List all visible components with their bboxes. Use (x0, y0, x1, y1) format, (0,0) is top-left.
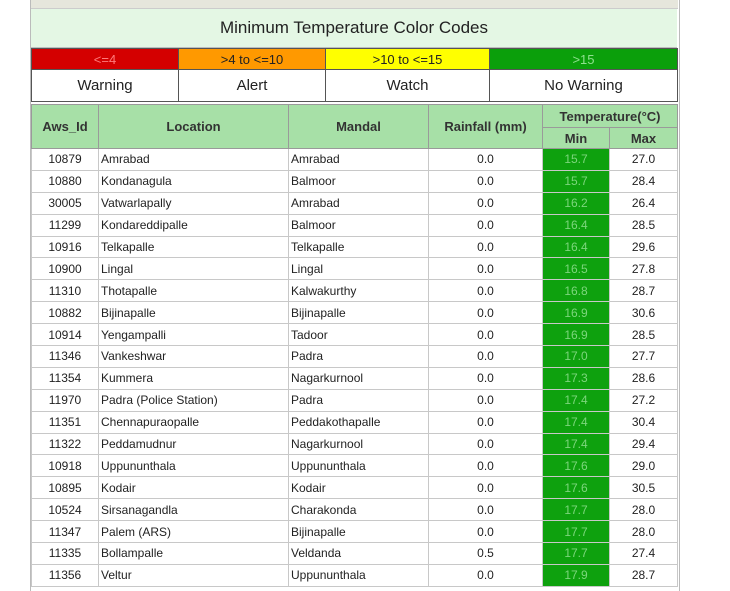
cell-max-temp: 28.5 (610, 214, 678, 236)
cell-min-temp: 15.7 (543, 170, 610, 192)
cell-rainfall: 0.0 (429, 346, 543, 368)
table-row (32, 389, 678, 411)
cell-min-temp: 17.6 (543, 455, 610, 477)
cell-mandal: Padra (289, 389, 429, 411)
cell-rainfall: 0.0 (429, 433, 543, 455)
cell-mandal: Bijinapalle (289, 521, 429, 543)
cell-aws-id: 10895 (32, 477, 99, 499)
table-row (32, 236, 678, 258)
cell-min-temp: 15.7 (543, 149, 610, 171)
cell-max-temp: 28.0 (610, 499, 678, 521)
cell-rainfall: 0.0 (429, 192, 543, 214)
table-row (32, 280, 678, 302)
legend-label-warning: Warning (32, 70, 179, 102)
table-row (32, 149, 678, 171)
header-temperature: Temperature(°C) (543, 105, 678, 128)
cell-rainfall: 0.0 (429, 258, 543, 280)
table-row (32, 543, 678, 565)
header-mandal: Mandal (289, 105, 429, 149)
cell-max-temp: 28.7 (610, 280, 678, 302)
cell-max-temp: 28.5 (610, 324, 678, 346)
cell-max-temp: 26.4 (610, 192, 678, 214)
cell-mandal: Balmoor (289, 214, 429, 236)
cell-aws-id: 11346 (32, 346, 99, 368)
cell-location: Kummera (99, 367, 289, 389)
cell-mandal: Uppununthala (289, 455, 429, 477)
cell-location: Chennapuraopalle (99, 411, 289, 433)
cell-rainfall: 0.5 (429, 543, 543, 565)
cell-max-temp: 28.0 (610, 521, 678, 543)
cell-location: Lingal (99, 258, 289, 280)
cell-max-temp: 29.6 (610, 236, 678, 258)
cell-location: Kondareddipalle (99, 214, 289, 236)
cell-location: Sirsanagandla (99, 499, 289, 521)
header-min: Min (543, 128, 610, 149)
cell-mandal: Tadoor (289, 324, 429, 346)
cell-max-temp: 28.7 (610, 564, 678, 586)
cell-min-temp: 17.4 (543, 411, 610, 433)
cell-max-temp: 29.0 (610, 455, 678, 477)
cell-max-temp: 28.6 (610, 367, 678, 389)
cell-mandal: Balmoor (289, 170, 429, 192)
cell-min-temp: 17.3 (543, 367, 610, 389)
color-code-legend (31, 48, 678, 102)
cell-min-temp: 16.2 (543, 192, 610, 214)
cell-min-temp: 16.8 (543, 280, 610, 302)
legend-code-no-warning: >15 (490, 49, 678, 70)
table-row (32, 455, 678, 477)
cell-mandal: Padra (289, 346, 429, 368)
cell-aws-id: 11351 (32, 411, 99, 433)
cell-aws-id: 30005 (32, 192, 99, 214)
cell-mandal: Veldanda (289, 543, 429, 565)
cell-min-temp: 17.4 (543, 389, 610, 411)
cell-location: Padra (Police Station) (99, 389, 289, 411)
cell-location: Vankeshwar (99, 346, 289, 368)
cell-min-temp: 17.4 (543, 433, 610, 455)
cell-rainfall: 0.0 (429, 564, 543, 586)
cell-max-temp: 27.2 (610, 389, 678, 411)
cell-max-temp: 27.4 (610, 543, 678, 565)
cell-location: Bijinapalle (99, 302, 289, 324)
cell-location: Uppununthala (99, 455, 289, 477)
cell-min-temp: 16.5 (543, 258, 610, 280)
cell-min-temp: 16.4 (543, 236, 610, 258)
table-row (32, 477, 678, 499)
temperature-table (31, 104, 678, 587)
table-row (32, 346, 678, 368)
cell-rainfall: 0.0 (429, 149, 543, 171)
cell-max-temp: 30.5 (610, 477, 678, 499)
cell-aws-id: 10900 (32, 258, 99, 280)
cell-max-temp: 27.8 (610, 258, 678, 280)
cell-min-temp: 17.0 (543, 346, 610, 368)
cell-min-temp: 17.7 (543, 499, 610, 521)
table-row (32, 564, 678, 586)
table-row (32, 521, 678, 543)
cell-aws-id: 11347 (32, 521, 99, 543)
cell-mandal: Amrabad (289, 192, 429, 214)
cell-aws-id: 10879 (32, 149, 99, 171)
cell-mandal: Peddakothapalle (289, 411, 429, 433)
cell-mandal: Charakonda (289, 499, 429, 521)
cell-mandal: Telkapalle (289, 236, 429, 258)
cell-location: Kondanagula (99, 170, 289, 192)
cell-rainfall: 0.0 (429, 521, 543, 543)
cell-mandal: Kalwakurthy (289, 280, 429, 302)
cell-min-temp: 16.4 (543, 214, 610, 236)
cell-rainfall: 0.0 (429, 389, 543, 411)
cell-location: Kodair (99, 477, 289, 499)
cell-rainfall: 0.0 (429, 324, 543, 346)
legend-code-alert: >4 to <=10 (179, 49, 326, 70)
legend-code-watch: >10 to <=15 (326, 49, 490, 70)
table-row (32, 433, 678, 455)
cell-location: Amrabad (99, 149, 289, 171)
cell-min-temp: 17.9 (543, 564, 610, 586)
cell-mandal: Bijinapalle (289, 302, 429, 324)
cell-aws-id: 11299 (32, 214, 99, 236)
cell-location: Thotapalle (99, 280, 289, 302)
table-row (32, 192, 678, 214)
cell-aws-id: 11970 (32, 389, 99, 411)
cell-rainfall: 0.0 (429, 367, 543, 389)
cell-location: Palem (ARS) (99, 521, 289, 543)
cell-max-temp: 28.4 (610, 170, 678, 192)
legend-label-alert: Alert (179, 70, 326, 102)
table-row (32, 170, 678, 192)
cell-aws-id: 10916 (32, 236, 99, 258)
legend-code-warning: <=4 (32, 49, 179, 70)
cell-location: Vatwarlapally (99, 192, 289, 214)
cell-aws-id: 11356 (32, 564, 99, 586)
cell-aws-id: 11310 (32, 280, 99, 302)
cell-mandal: Uppununthala (289, 564, 429, 586)
cell-mandal: Amrabad (289, 149, 429, 171)
cell-min-temp: 17.6 (543, 477, 610, 499)
header-rainfall: Rainfall (mm) (429, 105, 543, 149)
cell-rainfall: 0.0 (429, 455, 543, 477)
cell-mandal: Nagarkurnool (289, 433, 429, 455)
table-row (32, 499, 678, 521)
cell-min-temp: 17.7 (543, 543, 610, 565)
cell-location: Telkapalle (99, 236, 289, 258)
cell-rainfall: 0.0 (429, 280, 543, 302)
legend-label-watch: Watch (326, 70, 490, 102)
cell-max-temp: 27.7 (610, 346, 678, 368)
cell-rainfall: 0.0 (429, 477, 543, 499)
cell-location: Peddamudnur (99, 433, 289, 455)
cell-mandal: Nagarkurnool (289, 367, 429, 389)
cell-aws-id: 11354 (32, 367, 99, 389)
table-row (32, 367, 678, 389)
table-row (32, 411, 678, 433)
cell-aws-id: 10918 (32, 455, 99, 477)
cell-rainfall: 0.0 (429, 236, 543, 258)
cell-aws-id: 10524 (32, 499, 99, 521)
cell-aws-id: 11322 (32, 433, 99, 455)
page-title: Minimum Temperature Color Codes (31, 9, 677, 48)
cell-rainfall: 0.0 (429, 499, 543, 521)
cell-min-temp: 17.7 (543, 521, 610, 543)
cell-aws-id: 11335 (32, 543, 99, 565)
cell-max-temp: 30.4 (610, 411, 678, 433)
table-row (32, 324, 678, 346)
cell-rainfall: 0.0 (429, 411, 543, 433)
cell-rainfall: 0.0 (429, 302, 543, 324)
table-row (32, 214, 678, 236)
cell-mandal: Kodair (289, 477, 429, 499)
header-aws-id: Aws_Id (32, 105, 99, 149)
header-max: Max (610, 128, 678, 149)
cell-max-temp: 29.4 (610, 433, 678, 455)
cell-location: Veltur (99, 564, 289, 586)
cell-rainfall: 0.0 (429, 214, 543, 236)
cell-aws-id: 10880 (32, 170, 99, 192)
cell-mandal: Lingal (289, 258, 429, 280)
cell-aws-id: 10914 (32, 324, 99, 346)
cell-min-temp: 16.9 (543, 324, 610, 346)
cell-rainfall: 0.0 (429, 170, 543, 192)
table-row (32, 258, 678, 280)
cell-max-temp: 30.6 (610, 302, 678, 324)
table-row (32, 302, 678, 324)
cell-min-temp: 16.9 (543, 302, 610, 324)
cell-max-temp: 27.0 (610, 149, 678, 171)
cell-aws-id: 10882 (32, 302, 99, 324)
cell-location: Bollampalle (99, 543, 289, 565)
header-location: Location (99, 105, 289, 149)
legend-label-no-warning: No Warning (490, 70, 678, 102)
cell-location: Yengampalli (99, 324, 289, 346)
